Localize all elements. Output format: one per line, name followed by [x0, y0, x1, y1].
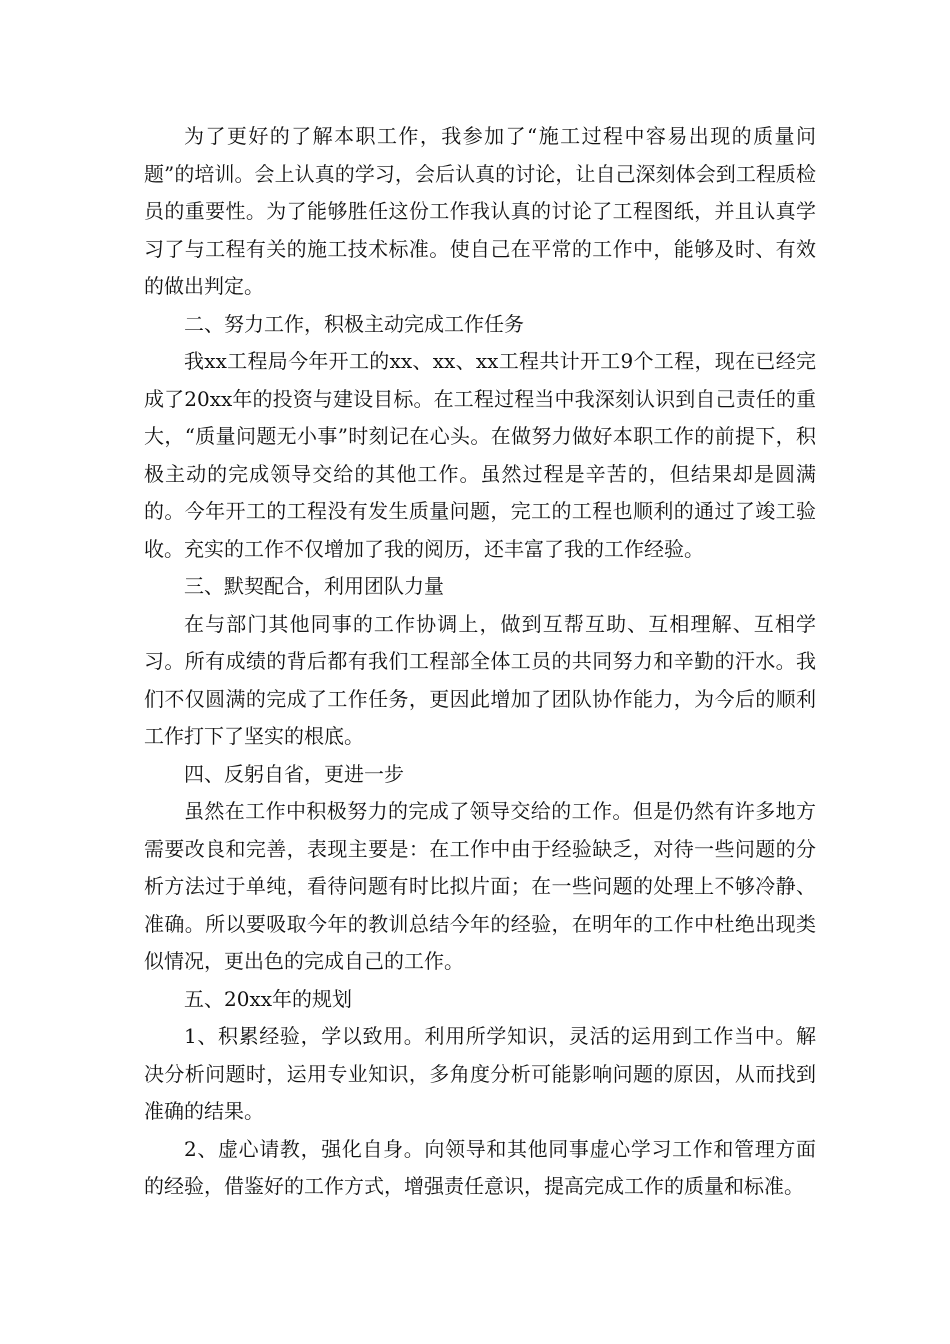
paragraph-training: 为了更好的了解本职工作，我参加了“施工过程中容易出现的质量问题”的培训。会上认真的学习，会后认真的讨论，让自己深刻体会到工程质检员的重要性。为了能够胜任这份工作我认真的讨论了工程图纸，并且认真学习了与工程有关的施工技术标准。使自己在平常的工作中，能够及时、有效的做出判定。: [144, 124, 816, 298]
paragraph-plan-item-2: 2、虚心请教，强化自身。向领导和其他同事虚心学习工作和管理方面的经验，借鉴好的工作方式，增强责任意识，提高完成工作的质量和标准。: [144, 1136, 816, 1198]
paragraph-work-tasks: 我xx工程局今年开工的xx、xx、xx工程共计开工9个工程，现在已经完成了20xx年的投资与建设目标。在工程过程当中我深刻认识到自己责任的重大，“质量问题无小事”时刻记在心头。在做努力做好本职工作的前提下，积极主动的完成领导交给的其他工作。虽然过程是辛苦的，但结果却是圆满的。今年开工的工程没有发生质量问题，完工的工程也顺利的通过了竣工验收。充实的工作不仅增加了我的阅历，还丰富了我的工作经验。: [144, 349, 816, 561]
heading-section-2: 二、努力工作，积极主动完成工作任务: [184, 311, 524, 336]
paragraph-plan-item-1: 1、积累经验，学以致用。利用所学知识，灵活的运用到工作当中。解决分析问题时，运用专业知识，多角度分析可能影响问题的原因，从而找到准确的结果。: [144, 1024, 816, 1123]
paragraph-teamwork: 在与部门其他同事的工作协调上，做到互帮互助、互相理解、互相学习。所有成绩的背后都有我们工程部全体工员的共同努力和辛勤的汗水。我们不仅圆满的完成了工作任务，更因此增加了团队协作能力，为今后的顺利工作打下了坚实的根底。: [144, 611, 816, 748]
heading-section-3: 三、默契配合，利用团队力量: [184, 574, 444, 598]
paragraph-self-reflection: 虽然在工作中积极努力的完成了领导交给的工作。但是仍然有许多地方需要改良和完善，表现主要是：在工作中由于经验缺乏，对待一些问题的分析方法过于单纯，看待问题有时比拟片面；在一些问题的处理上不够冷静、准确。所以要吸取今年的教训总结今年的经验，在明年的工作中杜绝出现类似情况，更出色的完成自己的工作。: [144, 799, 816, 973]
heading-section-4: 四、反躬自省，更进一步: [184, 761, 404, 786]
document-body: [144, 118, 816, 1206]
heading-section-5: 五、20xx年的规划: [184, 986, 353, 1011]
